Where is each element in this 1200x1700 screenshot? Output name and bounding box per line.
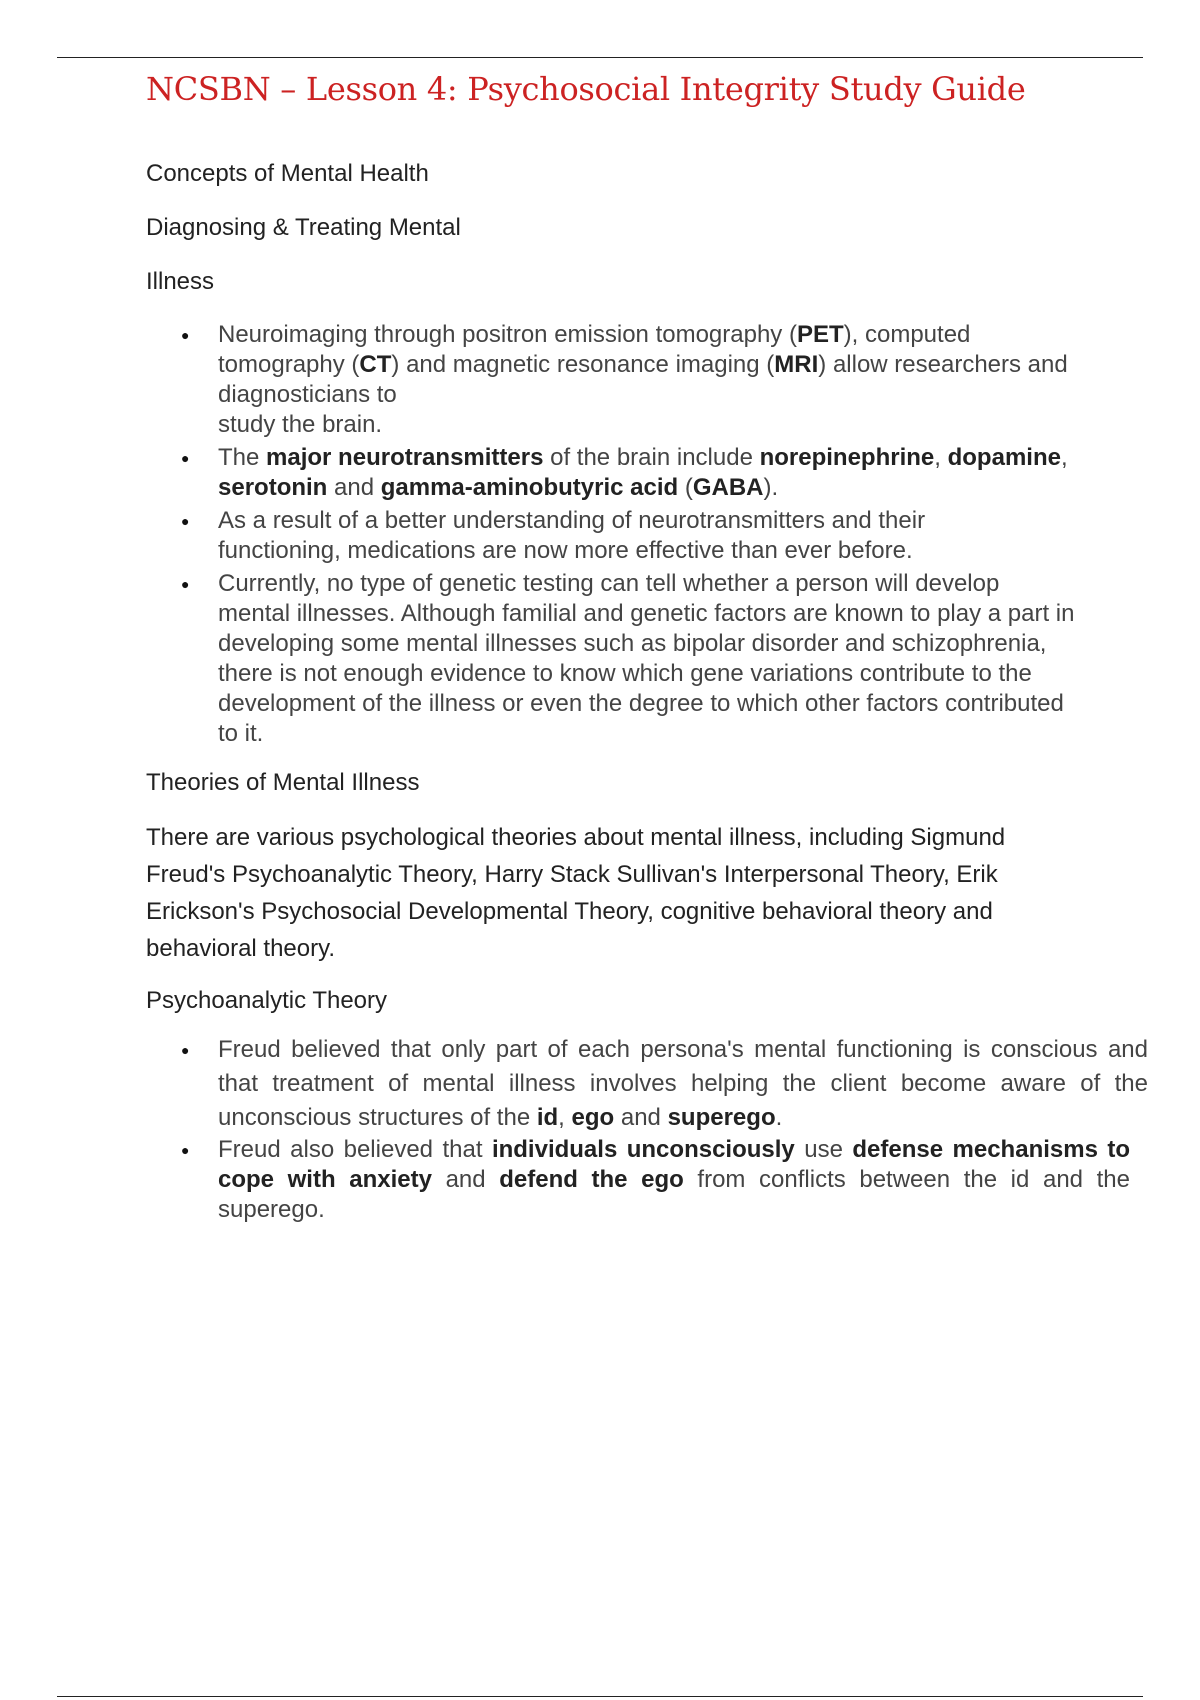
heading-psychoanalytic: Psychoanalytic Theory: [146, 987, 388, 1014]
bullet-freud-conscious: ● Freud believed that only part of each persona's mental functioning is conscious and that treatment of mental illness involves helping the client become aware of the unconscious structures of the id, ego and superego.: [218, 1033, 1148, 1135]
bullet-neurotransmitters: ● The major neurotransmitters of the brain include norepinephrine, dopamine, serotonin and gamma-aminobutyric acid (GABA).: [218, 443, 1076, 503]
diagnosis-bullet-list: [146, 320, 1076, 749]
heading-theories: Theories of Mental Illness: [146, 769, 420, 796]
bullet-freud-defense: ● Freud also believed that individuals unconsciously use defense mechanisms to cope with anxiety and defend the ego from conflicts between the id and the superego.: [218, 1135, 1148, 1225]
top-rule: [57, 57, 1143, 58]
heading-illness: Illness: [146, 268, 215, 295]
bullet-neuroimaging: ● Neuroimaging through positron emission tomography (PET), computed tomography (CT) and magnetic resonance imaging (MRI) allow researchers and diagnosticians to study the brain.: [218, 320, 1076, 440]
theories-paragraph: There are various psychological theories about mental illness, including Sigmund Freud's Psychoanalytic Theory, Harry Stack Sullivan's Interpersonal Theory, Erik Erickson's Psychosocial Developmental Theory, cognitive behavioral theory and behavioral theory.: [146, 824, 1006, 962]
document-title: NCSBN – Lesson 4: Psychosocial Integrity Study Guide: [146, 70, 1026, 108]
bottom-rule: [57, 1696, 1143, 1697]
psychoanalytic-bullet-list: [146, 1033, 1148, 1225]
heading-concepts: Concepts of Mental Health: [146, 160, 429, 187]
document-body: [146, 70, 1148, 1225]
bullet-medications: ● As a result of a better understanding of neurotransmitters and their functioning, medications are now more effective than ever before.: [218, 506, 978, 566]
bullet-genetic-testing: ● Currently, no type of genetic testing can tell whether a person will develop mental illnesses. Although familial and genetic factors are known to play a part in developing some mental illnesses such as bipolar disorder and schizophrenia, there is not enough evidence to know which gene variations contribute to the development of the illness or even the degree to which other factors contributed to it.: [218, 569, 1076, 749]
heading-diagnosing: Diagnosing & Treating Mental: [146, 214, 461, 241]
